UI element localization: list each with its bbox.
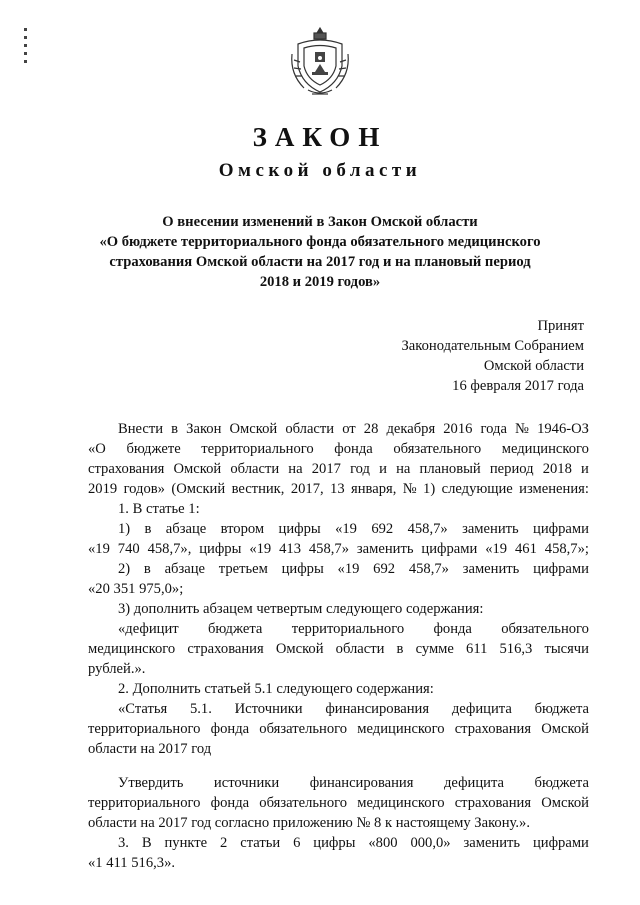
word: статьи	[240, 835, 281, 851]
coat-of-arms-emblem	[288, 24, 352, 100]
word: 000,0»	[410, 835, 451, 851]
scan-mark	[24, 60, 27, 63]
word: обязательного	[393, 441, 482, 457]
word: 2018	[542, 461, 572, 477]
word: в	[396, 641, 404, 657]
word: изменения:	[519, 481, 589, 497]
word: страхования	[454, 721, 532, 737]
word: 1)	[423, 481, 436, 497]
word: Омской	[541, 721, 589, 737]
word: Источники	[234, 701, 303, 717]
body-line: рублей.».	[88, 661, 146, 677]
word: 461	[514, 541, 537, 557]
adoption-line: Принят	[537, 318, 584, 334]
body-line: 3) дополнить абзацем четвертым следующего содержания:	[118, 601, 484, 617]
word: января,	[351, 481, 397, 497]
word: №	[402, 481, 417, 497]
word: следующие	[441, 481, 513, 497]
word: территориального	[201, 441, 314, 457]
word: годов»	[123, 481, 165, 497]
scan-mark	[24, 36, 27, 39]
body-line	[118, 419, 589, 439]
word: заменить	[462, 561, 520, 577]
word: «19	[88, 541, 110, 557]
word: финансирования	[309, 775, 414, 791]
heading-line: страхования Омской области на 2017 год и на плановый период	[109, 254, 531, 270]
body-line	[118, 833, 589, 853]
body-line	[118, 699, 589, 719]
body-line	[88, 719, 589, 739]
word: «19	[335, 521, 357, 537]
word: 28	[363, 421, 379, 437]
word: цифры	[199, 541, 242, 557]
adoption-block	[402, 316, 585, 396]
word: фонда	[210, 721, 250, 737]
adoption-date: 16 февраля 2017 года	[452, 378, 584, 394]
word: 740	[117, 541, 140, 557]
word: страхования	[187, 641, 264, 657]
word: «19	[337, 561, 360, 577]
word: 2017,	[290, 481, 324, 497]
scan-mark	[24, 44, 27, 47]
body-line: области на 2017 год	[88, 741, 212, 757]
word: 2	[220, 835, 228, 851]
word: страхования	[454, 795, 532, 811]
word: 413	[279, 541, 301, 557]
word: обязательного	[259, 721, 348, 737]
word: в	[144, 521, 152, 537]
word: обязательного	[259, 795, 348, 811]
word: бюджета	[207, 621, 263, 637]
word: Утвердить	[118, 775, 184, 791]
word: финансирования	[325, 701, 430, 717]
word: фонда	[433, 621, 472, 637]
word: цифрами	[532, 835, 589, 851]
word: дефицита	[444, 775, 504, 791]
word: Омской	[275, 641, 324, 657]
word: страхования	[88, 461, 165, 477]
word: (Омский	[171, 481, 226, 497]
body-line: «1 411 516,3».	[88, 855, 176, 871]
body-line: «20 351 975,0»;	[88, 581, 184, 597]
word: цифрами	[421, 541, 478, 557]
word: сумме	[415, 641, 454, 657]
heading-line: О внесении изменений в Закон Омской области	[162, 214, 478, 230]
word: 2016	[443, 421, 473, 437]
word: цифры	[281, 561, 324, 577]
word: и	[379, 461, 387, 477]
word: области	[335, 641, 385, 657]
word: 2019	[88, 481, 118, 497]
word: цифрами	[533, 561, 589, 577]
body-line	[88, 459, 589, 479]
word: плановый	[419, 461, 481, 477]
scan-mark	[24, 52, 27, 55]
word: третьем	[218, 561, 268, 577]
adoption-line: Законодательным Собранием	[401, 338, 584, 354]
word: «дефицит	[118, 621, 179, 637]
word: 2)	[118, 561, 131, 577]
body-line	[88, 639, 589, 659]
word: 458,7»	[408, 561, 449, 577]
word: декабря	[386, 421, 436, 437]
body-line	[118, 559, 589, 579]
word: заменить	[356, 541, 414, 557]
word: на	[396, 461, 411, 477]
word: в	[171, 421, 179, 437]
body-line: 1. В статье 1:	[118, 501, 200, 517]
body-line: области на 2017 год согласно приложению № 8 к настоящему Закону.».	[88, 815, 530, 831]
law-heading	[60, 212, 580, 292]
word: Омской	[541, 795, 589, 811]
word: бюджета	[534, 701, 589, 717]
body-line	[88, 793, 589, 813]
word: заменить	[463, 835, 521, 851]
body-line	[118, 619, 589, 639]
word: территориального	[291, 621, 405, 637]
heading-line: 2018 и 2019 годов»	[259, 274, 381, 290]
body-line	[88, 539, 589, 559]
word: 692	[373, 561, 396, 577]
word: 5.1.	[189, 701, 212, 717]
word: медицинского	[357, 721, 445, 737]
word: заменить	[462, 521, 519, 537]
word: абзаце	[164, 561, 206, 577]
word: бюджета	[534, 775, 589, 791]
word: бюджете	[126, 441, 181, 457]
word: В	[141, 835, 152, 851]
word: 3.	[118, 835, 129, 851]
word: 1)	[118, 521, 131, 537]
word: 458,7»;	[544, 541, 589, 557]
word: «19	[485, 541, 508, 557]
word: втором	[220, 521, 265, 537]
word: тысячи	[544, 641, 589, 657]
word: Внести	[118, 421, 164, 437]
word: медицинского	[88, 641, 176, 657]
word: источники	[213, 775, 280, 791]
word: Закон	[186, 421, 222, 437]
word: пункте	[164, 835, 208, 851]
body-line	[88, 479, 589, 499]
adoption-line: Омской области	[483, 358, 584, 374]
word: фонда	[210, 795, 250, 811]
body-line: 2. Дополнить статьей 5.1 следующего содержания:	[118, 681, 434, 697]
body-line	[118, 773, 589, 793]
word: от	[342, 421, 356, 437]
word: 1946-ОЗ	[537, 421, 589, 437]
word: цифры	[313, 835, 356, 851]
word: цифры	[278, 521, 321, 537]
word: области	[285, 421, 335, 437]
word: обязательного	[501, 621, 589, 637]
word: цифрами	[533, 521, 589, 537]
word: области	[230, 461, 280, 477]
heading-line: «О бюджете территориального фонда обязательного медицинского	[99, 234, 541, 250]
word: период	[489, 461, 534, 477]
word: в	[143, 561, 151, 577]
word: территориального	[88, 721, 201, 737]
word: фонда	[334, 441, 373, 457]
word: медицинского	[501, 441, 589, 457]
word: «19	[249, 541, 272, 557]
word: 458,7»	[308, 541, 350, 557]
word: 6	[293, 835, 301, 851]
word: №	[515, 421, 529, 437]
word: и	[581, 461, 589, 477]
word: Омской	[173, 461, 222, 477]
word: 458,7»,	[147, 541, 192, 557]
word: 611	[466, 641, 488, 657]
word: Омской	[229, 421, 278, 437]
body-line	[118, 519, 589, 539]
law-title: ЗАКОН	[252, 122, 388, 152]
word: дефицита	[451, 701, 512, 717]
word: 692	[371, 521, 394, 537]
word: 2017	[311, 461, 341, 477]
word: 13	[330, 481, 345, 497]
word: «О	[88, 441, 106, 457]
word: на	[288, 461, 303, 477]
scan-mark	[24, 28, 27, 31]
word: вестник,	[231, 481, 285, 497]
law-region: Омской области	[218, 160, 422, 181]
word: год	[350, 461, 370, 477]
word: территориального	[88, 795, 201, 811]
word: 458,7»	[407, 521, 448, 537]
word: года	[480, 421, 507, 437]
word: абзаце	[165, 521, 207, 537]
word: медицинского	[357, 795, 445, 811]
word: 516,3	[499, 641, 533, 657]
word: «Статья	[118, 701, 168, 717]
word: «800	[368, 835, 398, 851]
body-line	[88, 439, 589, 459]
